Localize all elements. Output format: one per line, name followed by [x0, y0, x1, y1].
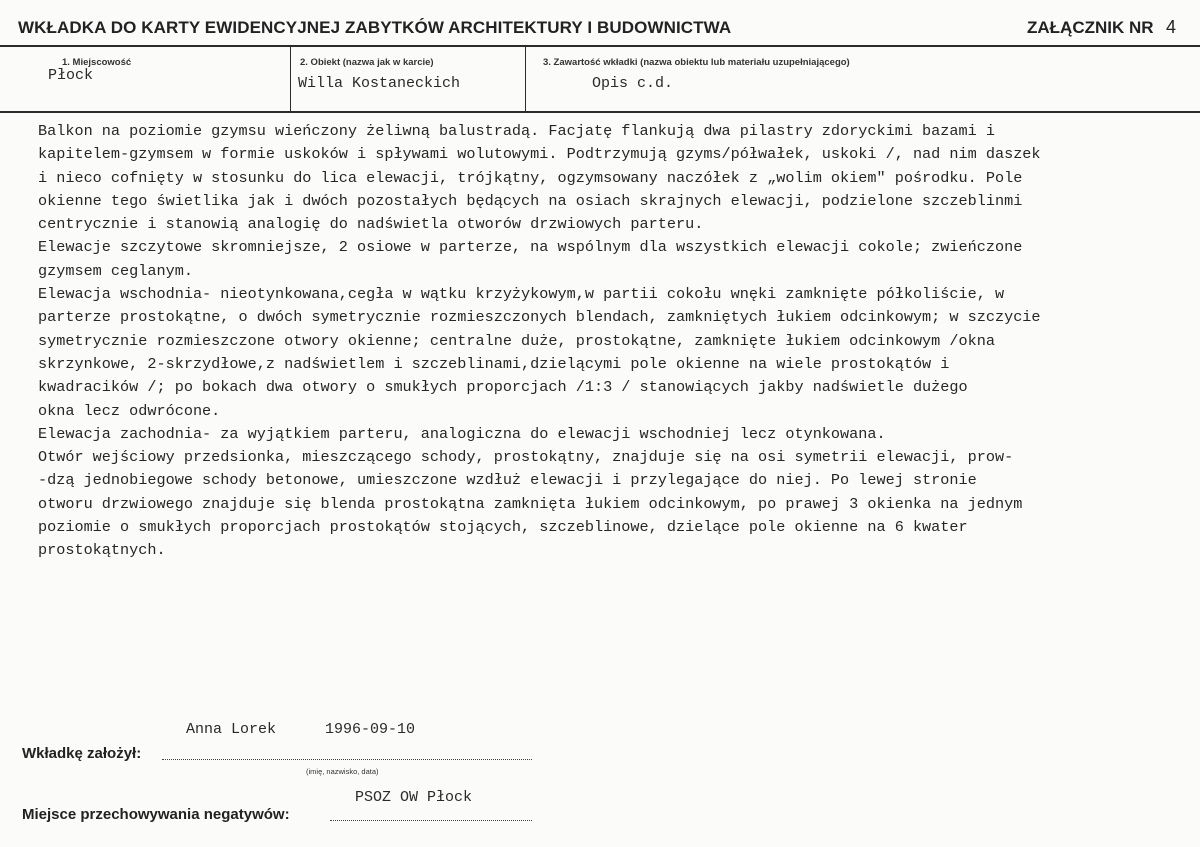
locality-label: 1. Miejscowość: [62, 57, 132, 68]
signature-line: [162, 759, 532, 760]
object-value: Willa Kostaneckich: [298, 75, 461, 92]
field-divider-1: [290, 47, 291, 111]
signature-caption: (imię, nazwisko, data): [306, 767, 379, 776]
locality-value: Płock: [48, 67, 94, 84]
insert-created-label: Wkładkę założył:: [22, 745, 142, 762]
header-divider: [0, 45, 1200, 47]
annex-number: 4: [1166, 17, 1177, 37]
author-name: Anna Lorek: [186, 721, 277, 738]
storage-label: Miejsce przechowywania negatywów:: [22, 806, 290, 823]
annex-label: ZAŁĄCZNIK NR: [1027, 18, 1154, 37]
object-label: 2. Obiekt (nazwa jak w karcie): [300, 57, 434, 68]
description-text: Balkon na poziomie gzymsu wieńczony żeliwną balustradą. Facjatę flankują dwa pilastry zdoryckimi bazami i kapitelem-gzymsem w formie uskoków i spływami wolutowymi. Podtrzymują gzyms/półwałek, uskoki /, nad nim daszek i nieco cofnięty w stosunku do lica elewacji, trójkątny, ogzymsowany naczółek z „wolim okiem" pośrodku. Pole okienne tego świetlika jak i dwóch pozostałych będących na osiach skrajnych elewacji, podzielone szczeblinmi centrycznie i stanowią analogię do nadświetla otworów drzwiowych parteru. Elewacje szczytowe skromniejsze, 2 osiowe w parterze, na wspólnym dla wszystkich elewacji cokole; zwieńczone gzymsem ceglanym. Elewacja wschodnia- nieotynkowana,cegła w wątku krzyżykowym,w partii cokołu wnęki zamknięte półkoliście, w parterze prostokątne, o dwóch symetrycznie rozmieszczonych blendach, zamkniętych łukiem odcinkowym; w szczycie symetrycznie rozmieszczone otwory okienne; centralne duże, prostokątne, zamknięte łukiem odcinkowym /okna skrzynkowe, 2-skrzydłowe,z nadświetlem i szczeblinami,dzielącymi pole okienne na wiele prostokątów i kwadracików /; po bokach dwa otwory o smukłych proporcjach /1:3 / stanowiących jakby nadświetle dużego okna lecz odwrócone. Elewacja zachodnia- za wyjątkiem parteru, analogiczna do elewacji wschodniej lecz otynkowana. Otwór wejściowy przedsionka, mieszczącego schody, prostokątny, znajduje się na osi symetrii elewacji, prow- -dzą jednobiegowe schody betonowe, umieszczone wzdłuż elewacji i przylegające do niej. Po lewej stronie otworu drzwiowego znajduje się blenda prostokątna zamknięta łukiem odcinkowym, po prawej 3 okienka na jednym poziomie o smukłych proporcjach prostokątów stojących, szczeblinowe, dzielące pole okienne na 6 kwater prostokątnych.: [38, 122, 1041, 560]
storage-line: [330, 820, 532, 821]
contents-label: 3. Zawartość wkładki (nazwa obiektu lub materiału uzupełniającego): [543, 57, 850, 68]
contents-value: Opis c.d.: [592, 75, 674, 92]
form-title: WKŁADKA DO KARTY EWIDENCYJNEJ ZABYTKÓW ARCHITEKTURY I BUDOWNICTWA: [18, 18, 732, 37]
author-date: 1996-09-10: [325, 721, 416, 738]
fields-divider: [0, 111, 1200, 113]
field-divider-2: [525, 47, 526, 111]
storage-place-value: PSOZ OW Płock: [355, 789, 473, 806]
